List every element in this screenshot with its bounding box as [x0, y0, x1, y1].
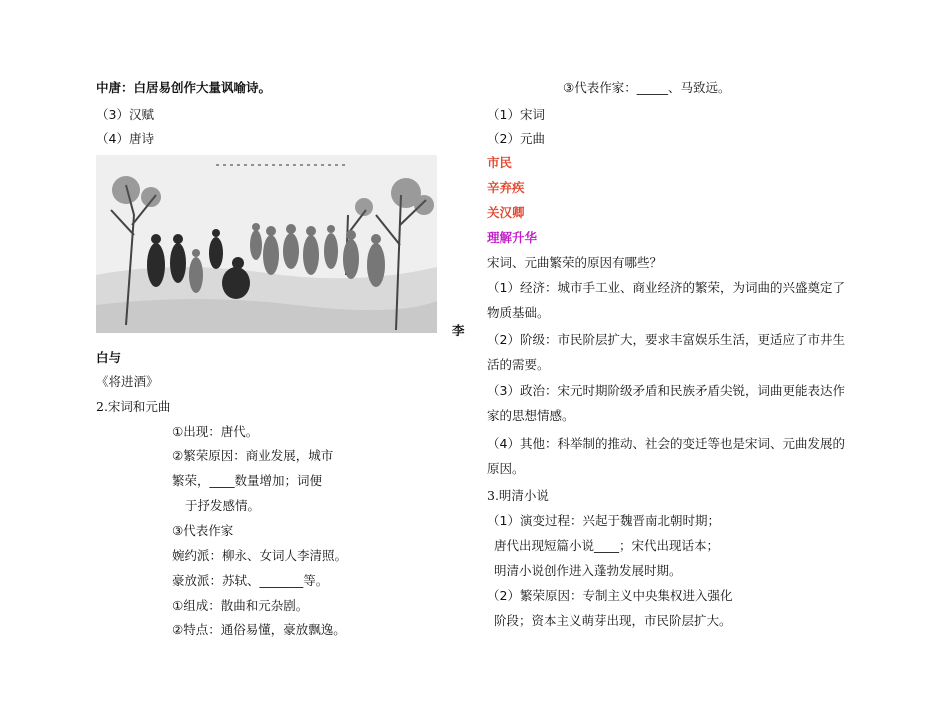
text-line: 婉约派：柳永、女词人李清照。	[172, 548, 348, 563]
text-line: 中唐：白居易创作大量讽喻诗。	[96, 80, 272, 95]
heading-tang-poetry: （4）唐诗	[96, 131, 154, 146]
heading-song-ci: （1）宋词	[487, 107, 545, 122]
paragraph-line: （3）政治：宋元时期阶级矛盾和民族矛盾尖锐，词曲更能表达作	[487, 383, 845, 398]
caption-poem-title: 《将进酒》	[96, 374, 159, 389]
section-heading-understanding: 理解升华	[487, 230, 538, 245]
heading-yuan-qu: （2）元曲	[487, 131, 545, 146]
paragraph-line: （4）其他：科举制的推动、社会的变迁等也是宋词、元曲发展的	[487, 436, 845, 451]
text-line: 豪放派：苏轼、_______等。	[172, 573, 329, 588]
text-line: ③代表作家：_____、马致远。	[563, 80, 731, 95]
paragraph-line: （2）阶级：市民阶层扩大，要求丰富娱乐生活，更适应了市井生	[487, 332, 845, 347]
text-line: ②繁荣原因：商业发展，城市	[172, 448, 334, 463]
paragraph-line: 唐代出现短篇小说____；宋代出现话本；	[494, 538, 720, 553]
paragraph-line: 物质基础。	[487, 305, 550, 320]
text-line: ①组成：散曲和元杂剧。	[172, 598, 309, 613]
paragraph-line: 明清小说创作进入蓬勃发展时期。	[494, 563, 682, 578]
paragraph-line: 家的思想情感。	[487, 408, 575, 423]
paragraph-line: 原因。	[487, 461, 525, 476]
text-line: ①出现：唐代。	[172, 424, 259, 439]
caption-text: 白与	[96, 350, 122, 365]
section-heading-ming-qing: 3.明清小说	[487, 488, 549, 503]
section-heading-song-yuan: 2.宋词和元曲	[96, 399, 171, 414]
paragraph-line: 阶段；资本主义萌芽出现，市民阶层扩大。	[494, 613, 732, 628]
paragraph-line: （1）演变过程：兴起于魏晋南北朝时期；	[487, 513, 720, 528]
text-line: 于抒发感情。	[185, 498, 261, 513]
text-line: 繁荣，____数量增加；词便	[172, 473, 323, 488]
paragraph-line: （2）繁荣原因：专制主义中央集权进入强化	[487, 588, 733, 603]
paragraph-line: 活的需要。	[487, 357, 550, 372]
paragraph-line: （1）经济：城市手工业、商业经济的繁荣，为词曲的兴盛奠定了	[487, 280, 845, 295]
heading-han-fu: （3）汉赋	[96, 107, 154, 122]
answer-text: 市民	[487, 155, 513, 170]
text-line: ③代表作家	[172, 523, 234, 538]
caption-char: 李	[452, 323, 465, 338]
ink-painting-illustration	[96, 155, 437, 333]
text-line: ②特点：通俗易懂，豪放飘逸。	[172, 622, 346, 637]
question-text: 宋词、元曲繁荣的原因有哪些？	[487, 255, 663, 270]
answer-text: 关汉卿	[487, 205, 525, 220]
answer-text: 辛弃疾	[487, 180, 525, 195]
